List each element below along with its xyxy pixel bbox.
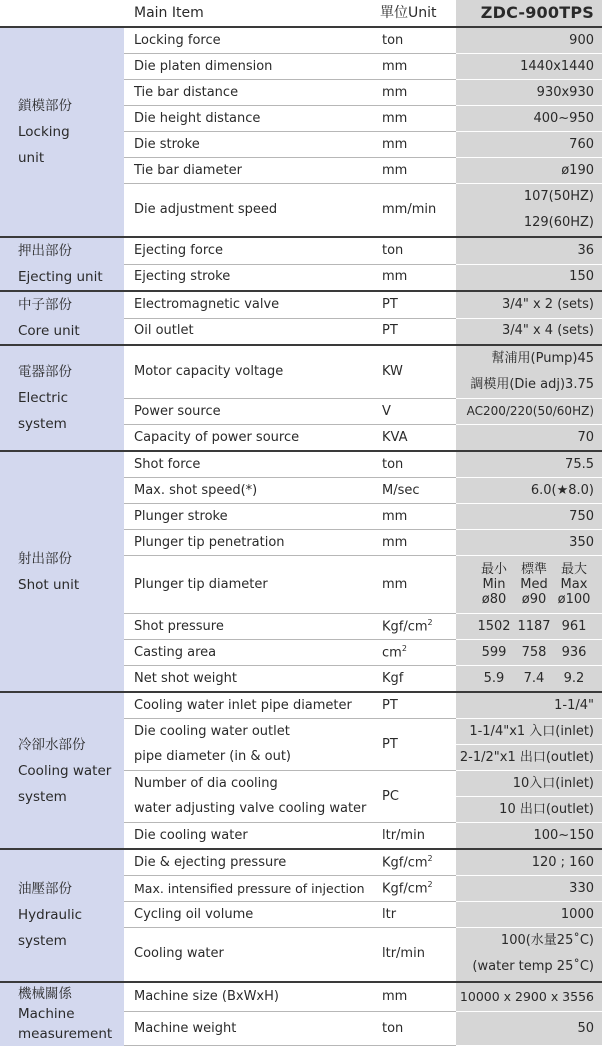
- unit-label: ton: [374, 27, 456, 54]
- unit-label: ltr/min: [374, 928, 456, 982]
- spec-value: 1-1/4": [456, 692, 602, 719]
- spec-value: 1000: [456, 902, 602, 928]
- spec-value: 36: [456, 237, 602, 264]
- unit-label: KVA: [374, 425, 456, 452]
- unit-label: Kgf/$cm^2$: [374, 849, 456, 876]
- unit-label: M/sec: [374, 478, 456, 504]
- item-label: Plunger tip diameter: [124, 556, 374, 614]
- table-row: [0, 27, 602, 54]
- group-shot: 射出部份 Shot unit: [0, 451, 124, 692]
- spec-value: ø190: [456, 158, 602, 184]
- item-label: Shot force: [124, 451, 374, 478]
- spec-value: 10入口(inlet): [456, 771, 602, 797]
- unit-label: PT: [374, 318, 456, 345]
- unit-label: V: [374, 399, 456, 425]
- item-label: Casting area: [124, 640, 374, 666]
- item-label: Die stroke: [124, 132, 374, 158]
- spec-value: 1440x1440: [456, 54, 602, 80]
- spec-value: 350: [456, 530, 602, 556]
- spec-value: 750: [456, 504, 602, 530]
- spec-value: 6.0(★8.0): [456, 478, 602, 504]
- item-label: Shot pressure: [124, 614, 374, 640]
- group-cooling: 冷卻水部份 Cooling water system: [0, 692, 124, 849]
- unit-label: PT: [374, 291, 456, 318]
- unit-label: mm: [374, 80, 456, 106]
- unit-label: mm: [374, 504, 456, 530]
- group-locking: 鎖模部份 Locking unit: [0, 27, 124, 237]
- table-row: [0, 291, 602, 318]
- item-label: Motor capacity voltage: [124, 345, 374, 399]
- spec-value: 100~150: [456, 823, 602, 850]
- item-label: Electromagnetic valve: [124, 291, 374, 318]
- item-label: water adjusting valve cooling water: [124, 797, 374, 823]
- spec-value: 100(水量25˚C) (water temp 25˚C): [456, 928, 602, 982]
- spec-value: 1-1/4"x1 入口(inlet): [456, 719, 602, 745]
- unit-label: ton: [374, 1012, 456, 1046]
- group-electric: 電器部份 Electric system: [0, 345, 124, 451]
- unit-label: $cm^2$: [374, 640, 456, 666]
- spec-value: 400~950: [456, 106, 602, 132]
- spec-value: 150: [456, 264, 602, 291]
- unit-label: Kgf: [374, 666, 456, 693]
- spec-value: 70: [456, 425, 602, 452]
- table-row: [0, 451, 602, 478]
- spec-value: 1502 1187 961: [456, 614, 602, 640]
- item-label: Machine weight: [124, 1012, 374, 1046]
- spec-value: 120 ; 160: [456, 849, 602, 876]
- spec-value: 5.9 7.4 9.2: [456, 666, 602, 693]
- spec-value: 2-1/2"x1 出口(outlet): [456, 745, 602, 771]
- group-ejecting: 押出部份 Ejecting unit: [0, 237, 124, 291]
- unit-label: ton: [374, 451, 456, 478]
- item-label: Oil outlet: [124, 318, 374, 345]
- unit-label: PC: [374, 771, 456, 823]
- unit-label: mm: [374, 158, 456, 184]
- group-machine: 機械關係 Machine measurement: [0, 982, 124, 1046]
- item-label: Die cooling water outlet: [124, 719, 374, 745]
- item-label: Number of dia cooling: [124, 771, 374, 797]
- item-label: Tie bar distance: [124, 80, 374, 106]
- unit-label: PT: [374, 692, 456, 719]
- item-label: Ejecting force: [124, 237, 374, 264]
- table-row: [0, 982, 602, 1012]
- unit-label: ltr/min: [374, 823, 456, 850]
- unit-label: KW: [374, 345, 456, 399]
- table-row: [0, 237, 602, 264]
- spec-value: 50: [456, 1012, 602, 1046]
- item-label: Plunger tip penetration: [124, 530, 374, 556]
- unit-label: Kgf/$cm^2$: [374, 876, 456, 902]
- header-row: [0, 0, 602, 27]
- spec-value: 3/4" x 4 (sets): [456, 318, 602, 345]
- item-label: Die platen dimension: [124, 54, 374, 80]
- unit-label: PT: [374, 719, 456, 771]
- item-label: Max. intensified pressure of injection: [124, 876, 374, 902]
- item-label: Plunger stroke: [124, 504, 374, 530]
- item-label: Tie bar diameter: [124, 158, 374, 184]
- unit-label: ton: [374, 237, 456, 264]
- table-row: [0, 692, 602, 719]
- header-unit: 單位Unit: [374, 0, 456, 27]
- unit-label: mm: [374, 530, 456, 556]
- unit-label: Kgf/$cm^2$: [374, 614, 456, 640]
- spec-value: 930x930: [456, 80, 602, 106]
- table-row: [0, 345, 602, 399]
- unit-label: mm: [374, 264, 456, 291]
- unit-label: mm: [374, 982, 456, 1012]
- spec-value: 最小 Min ø80 標準 Med ø90 最大 Max ø100: [456, 556, 602, 614]
- spec-value: 760: [456, 132, 602, 158]
- item-label: Die & ejecting pressure: [124, 849, 374, 876]
- table-row: [0, 849, 602, 876]
- spec-value: 900: [456, 27, 602, 54]
- item-label: Machine size (BxWxH): [124, 982, 374, 1012]
- item-label: Cooling water: [124, 928, 374, 982]
- unit-label: mm: [374, 54, 456, 80]
- spec-value: 10 出口(outlet): [456, 797, 602, 823]
- group-hydraulic: 油壓部份 Hydraulic system: [0, 849, 124, 982]
- header-blank: [0, 0, 124, 27]
- item-label: Die cooling water: [124, 823, 374, 850]
- unit-label: mm: [374, 132, 456, 158]
- item-label: Cooling water inlet pipe diameter: [124, 692, 374, 719]
- item-label: Capacity of power source: [124, 425, 374, 452]
- unit-label: mm: [374, 556, 456, 614]
- item-label: Die height distance: [124, 106, 374, 132]
- spec-value: 10000 x 2900 x 3556: [456, 982, 602, 1012]
- item-label: Ejecting stroke: [124, 264, 374, 291]
- spec-value: 330: [456, 876, 602, 902]
- item-label: Net shot weight: [124, 666, 374, 693]
- spec-value: 599 758 936: [456, 640, 602, 666]
- item-label: Max. shot speed(*): [124, 478, 374, 504]
- item-label: pipe diameter (in & out): [124, 745, 374, 771]
- item-label: Die adjustment speed: [124, 184, 374, 238]
- unit-label: mm: [374, 106, 456, 132]
- unit-label: ltr: [374, 902, 456, 928]
- header-model: ZDC-900TPS: [456, 0, 602, 27]
- spec-value: AC200/220(50/60HZ): [456, 399, 602, 425]
- spec-value: 幫浦用(Pump)45 調模用(Die adj)3.75: [456, 345, 602, 399]
- spec-value: 75.5: [456, 451, 602, 478]
- spec-value: 107(50HZ) 129(60HZ): [456, 184, 602, 238]
- item-label: Locking force: [124, 27, 374, 54]
- header-main-item: Main Item: [124, 0, 374, 27]
- group-core: 中子部份 Core unit: [0, 291, 124, 345]
- item-label: Power source: [124, 399, 374, 425]
- item-label: Cycling oil volume: [124, 902, 374, 928]
- unit-label: mm/min: [374, 184, 456, 238]
- spec-value: 3/4" x 2 (sets): [456, 291, 602, 318]
